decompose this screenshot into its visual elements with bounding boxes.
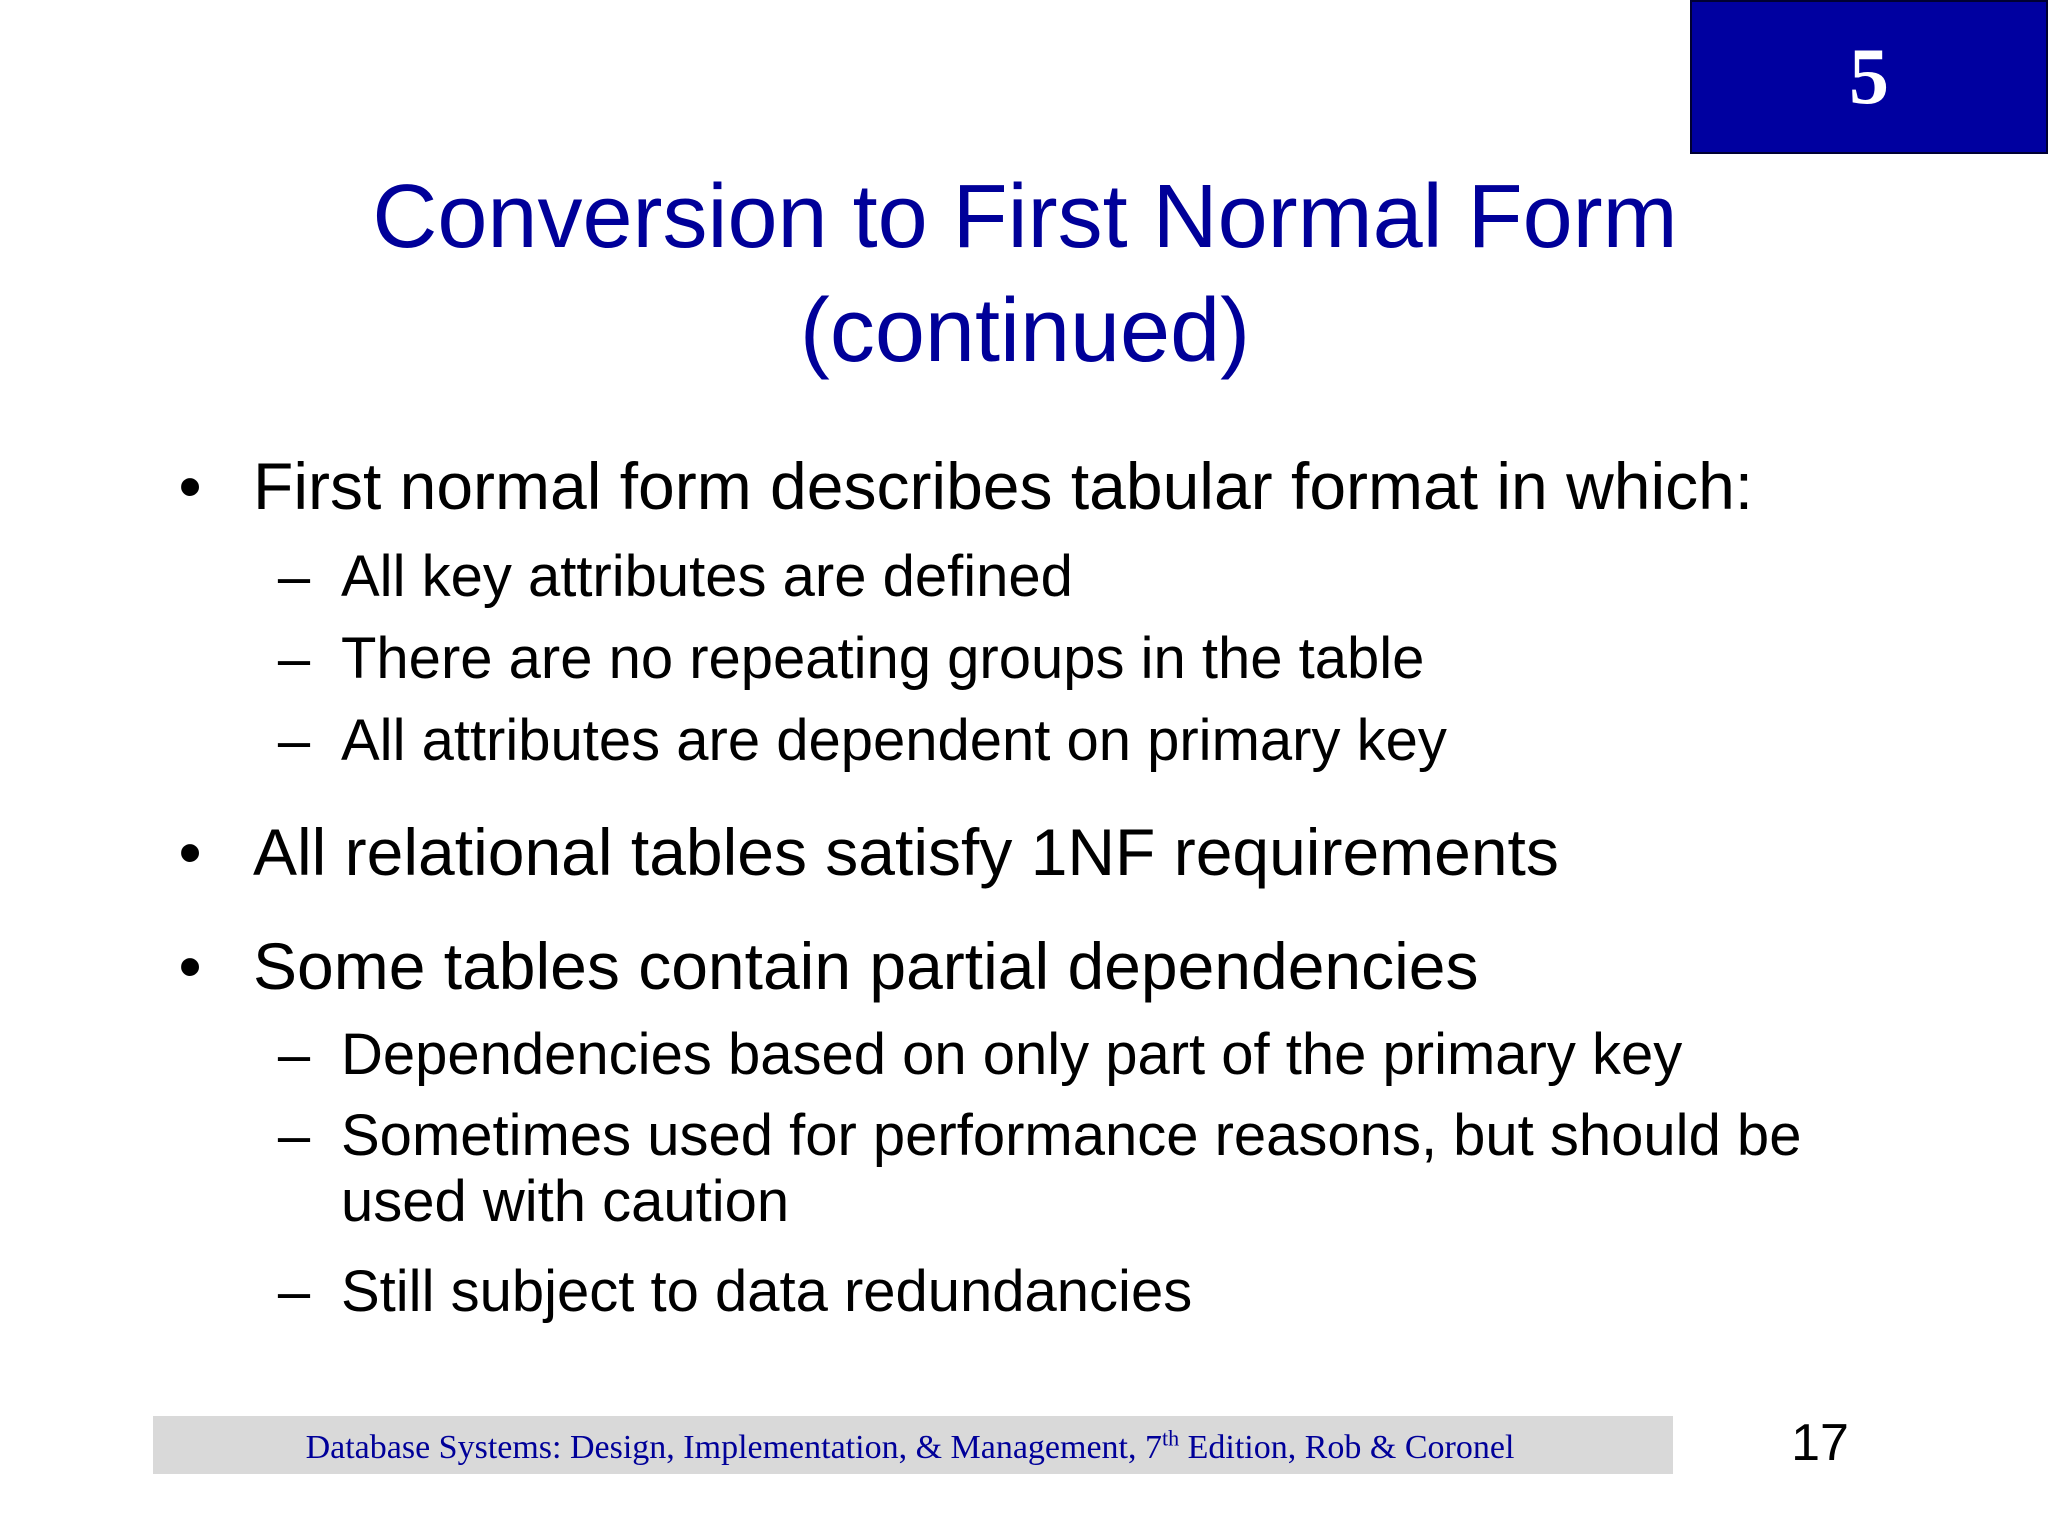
bullet-text: Some tables contain partial dependencies xyxy=(253,929,1479,1003)
slide-title-line-1: Conversion to First Normal Form xyxy=(372,167,1678,267)
bullet-marker: • xyxy=(178,929,202,1003)
slide-title xyxy=(260,160,1790,388)
sub-text: All attributes are dependent on primary key xyxy=(341,708,1447,773)
sub-marker: – xyxy=(277,626,311,691)
sub-marker: – xyxy=(277,544,311,609)
sub-text: Dependencies based on only part of the primary key xyxy=(341,1022,1683,1087)
bullet-marker: • xyxy=(178,815,202,889)
page-number: 17 xyxy=(1791,1414,1849,1472)
slide-title-line-2: (continued) xyxy=(799,281,1251,381)
sub-marker: – xyxy=(277,1103,311,1168)
sub-marker: – xyxy=(277,1022,311,1087)
footer-superscript: th xyxy=(1162,1425,1180,1451)
bullet-text: First normal form describes tabular format in which: xyxy=(253,449,1754,523)
sub-text: Sometimes used for performance reasons, but should be used with caution xyxy=(341,1103,1802,1234)
footer-text-main: Database Systems: Design, Implementation, & Management, 7 xyxy=(305,1429,1163,1466)
sub-text: Still subject to data redundancies xyxy=(341,1259,1193,1324)
sub-marker: – xyxy=(277,1259,311,1324)
sub-text: All key attributes are defined xyxy=(341,544,1073,609)
sub-text: There are no repeating groups in the table xyxy=(341,626,1425,691)
bullet-marker: • xyxy=(178,449,202,523)
chapter-number: 5 xyxy=(1849,33,1889,121)
chapter-badge xyxy=(1690,0,2048,154)
bullet-text: All relational tables satisfy 1NF requirements xyxy=(253,815,1559,889)
footer-citation xyxy=(150,1425,1670,1468)
sub-marker: – xyxy=(277,708,311,773)
footer-text-end: Edition, Rob & Coronel xyxy=(1179,1429,1515,1466)
